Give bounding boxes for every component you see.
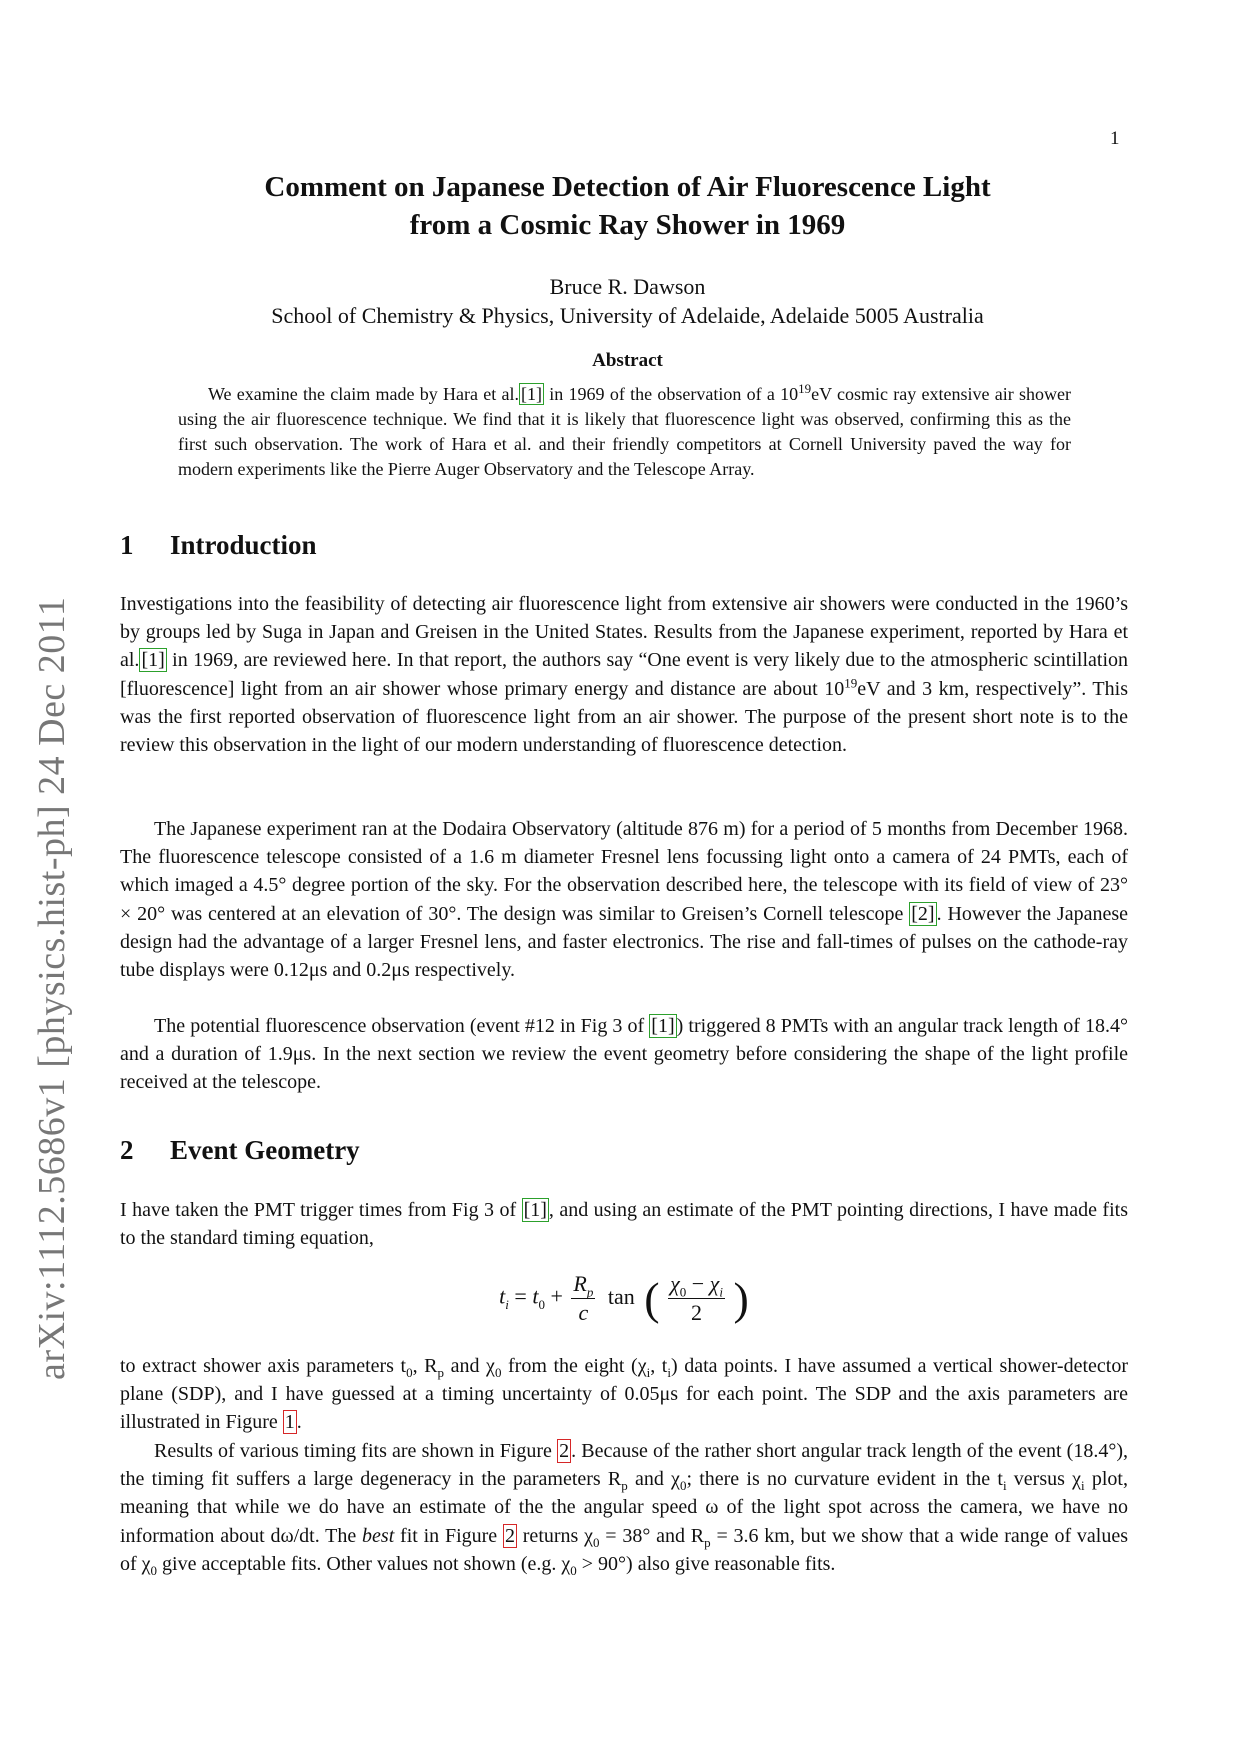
- section-number: 1: [120, 530, 134, 560]
- text-run: and χ: [444, 1355, 495, 1377]
- author-affiliation: School of Chemistry & Physics, University of Adelaide, Adelaide 5005 Australia: [271, 303, 984, 328]
- abstract-heading: Abstract: [592, 350, 663, 371]
- text-run: I have taken the PMT trigger times from Fig 3 of: [120, 1199, 522, 1221]
- page-number: 1: [1110, 128, 1120, 149]
- text-run: We examine the claim made by Hara et al.: [208, 384, 520, 404]
- paragraph-intro-3: [120, 1012, 1128, 1097]
- paragraph-intro-1: [120, 590, 1128, 759]
- text-run: .: [296, 1411, 302, 1434]
- section-title: Event Geometry: [170, 1135, 360, 1165]
- text-run: and χ: [627, 1468, 680, 1491]
- text-run: plot, meaning that while we do have an estimate of the the angular speed ω of the light spot across the camera, we have no information about dω/dt. The: [120, 1468, 1128, 1547]
- text-run: ) data points. I have assumed a vertical shower-detector plane (SDP), and I have guessed at a timing uncertainty of 0.05μs for each point. The SDP and the axis parameters are illustrated in Figure: [120, 1355, 1128, 1434]
- subscript: 0: [679, 1478, 687, 1494]
- text-run: returns χ: [516, 1524, 593, 1547]
- title-line-1: Comment on Japanese Detection of Air Fluorescence Light: [264, 171, 991, 203]
- text-run: ) triggered 8 PMTs with an angular track length of 18.4° and a duration of 1.9μs. In the next section we review the event geometry before considering the shape of the light profile received at the telescope.: [120, 1015, 1128, 1094]
- citation-link[interactable]: [1]: [523, 1199, 547, 1221]
- author-block: [120, 272, 1135, 330]
- paragraph-geometry-1: [120, 1196, 1128, 1252]
- eq-operator: −: [686, 1271, 710, 1296]
- subscript: p: [704, 1534, 711, 1550]
- figure-link[interactable]: 2: [559, 1440, 570, 1462]
- eq-subscript: i: [719, 1284, 723, 1300]
- text-run: in 1969 of the observation of a 10: [544, 384, 799, 404]
- superscript: 19: [798, 381, 812, 396]
- paragraph-geometry-2: [120, 1352, 1128, 1437]
- citation-link[interactable]: [1]: [651, 1015, 675, 1037]
- text-run: = 38° and R: [599, 1524, 705, 1547]
- text-run: > 90°) also give reasonable fits.: [576, 1552, 836, 1575]
- subscript: 0: [570, 1562, 577, 1578]
- paragraph-intro-2: [120, 815, 1128, 984]
- subscript: i: [1002, 1478, 1007, 1494]
- text-run: . Because of the rather short angular track length of the event (18.4°), the timing fit suffers a large degeneracy in the parameters R: [120, 1440, 1128, 1491]
- emphasis: best: [362, 1524, 395, 1547]
- eq-subscript: i: [505, 1296, 509, 1312]
- eq-symbol: χ: [709, 1271, 720, 1296]
- text-run: The potential fluorescence observation (event #12 in Fig 3 of: [154, 1015, 650, 1037]
- eq-subscript: p: [586, 1284, 594, 1300]
- eq-denominator: c: [578, 1300, 589, 1325]
- eq-operator: +: [544, 1283, 569, 1309]
- section-title: Introduction: [170, 530, 317, 560]
- subscript: 0: [494, 1365, 502, 1380]
- figure-link[interactable]: 2: [504, 1524, 515, 1547]
- text-run: fit in Figure: [394, 1524, 503, 1547]
- eq-right-paren: ): [733, 1273, 749, 1324]
- text-run: Results of various timing fits are shown in Figure: [154, 1440, 558, 1462]
- text-run: . However the Japanese design had the advantage of a larger Fresnel lens, and faster electronics. The rise and fall-times of pulses on the cathode-ray tube displays were 0.12μs and 0.2μs respectively.: [120, 902, 1128, 982]
- eq-fraction: [571, 1270, 595, 1327]
- eq-left-paren: (: [644, 1273, 660, 1324]
- text-run: eV and 3 km, respectively”. This was the first reported observation of fluorescence light from an air shower. The purpose of the present short note is to the review this observation in the light of our modern understanding of fluorescence detection.: [120, 677, 1128, 757]
- eq-subscript: 0: [538, 1296, 545, 1312]
- text-run: , t: [650, 1355, 668, 1377]
- subscript: p: [621, 1478, 628, 1494]
- text-run: eV cosmic ray extensive air shower using the air fluorescence technique. We find that it is likely that fluorescence light was observed, confirming this as the first such observation. The work of Hara et al. and their friendly competitors at Cornell University paved the way for modern experiments like the Pierre Auger Observatory and the Telescope Array.: [178, 384, 1071, 479]
- title-line-2: from a Cosmic Ray Shower in 1969: [409, 209, 846, 241]
- subscript: i: [646, 1365, 651, 1380]
- section-heading-introduction: [120, 530, 317, 561]
- abstract-text: [178, 382, 1071, 482]
- text-run: versus χ: [1006, 1468, 1082, 1491]
- figure-link[interactable]: 1: [284, 1411, 295, 1434]
- eq-operator: =: [508, 1283, 533, 1309]
- citation-link[interactable]: [2]: [911, 902, 935, 925]
- eq-numerator: [571, 1270, 595, 1299]
- eq-denominator: 2: [691, 1300, 703, 1325]
- text-run: ; there is no curvature evident in the t: [686, 1468, 1003, 1491]
- text-run: in 1969, are reviewed here. In that report, the authors say “One event is very likely due to the atmospheric scintillation [fluorescence] light from an air shower whose primary energy and distance are about 10: [120, 649, 1128, 700]
- subscript: i: [1081, 1478, 1085, 1494]
- subscript: i: [667, 1365, 671, 1380]
- citation-link[interactable]: [1]: [521, 384, 543, 404]
- paper-title: [120, 168, 1135, 244]
- section-heading-event-geometry: [120, 1135, 360, 1166]
- text-run: , and using an estimate of the PMT pointing directions, I have made fits to the standard timing equation,: [120, 1199, 1128, 1250]
- paragraph-geometry-3: [120, 1437, 1128, 1578]
- section-number: 2: [120, 1135, 134, 1165]
- text-run: The Japanese experiment ran at the Dodaira Observatory (altitude 876 m) for a period of 5 months from December 1968. The fluorescence telescope consisted of a 1.6 m diameter Fresnel lens focussing light onto a camera of 24 PMTs, each of which imaged a 4.5° degree portion of the sky. For the observation described here, the telescope with its field of view of 23° × 20° was centered at an elevation of 30°. The design was similar to Greisen’s Cornell telescope: [120, 818, 1128, 925]
- eq-symbol: χ: [670, 1271, 680, 1296]
- arxiv-identifier: arXiv:1112.5686v1 [physics.hist-ph] 24 Dec 2011: [31, 596, 73, 1380]
- eq-fraction: [668, 1270, 725, 1327]
- text-run: = 3.6 km, but we show that a wide range of values of χ: [120, 1524, 1129, 1575]
- subscript: 0: [592, 1534, 600, 1550]
- timing-equation: [120, 1270, 1128, 1327]
- text-run: from the eight (χ: [501, 1355, 647, 1377]
- eq-function: tan: [607, 1283, 635, 1309]
- subscript: 0: [406, 1365, 413, 1380]
- eq-subscript: 0: [679, 1284, 687, 1300]
- author-name: Bruce R. Dawson: [549, 274, 706, 299]
- eq-symbol: R: [573, 1271, 587, 1296]
- eq-symbol: t: [499, 1283, 506, 1309]
- text-run: , R: [412, 1355, 438, 1377]
- eq-numerator: [668, 1270, 725, 1299]
- text-run: to extract shower axis parameters t: [120, 1355, 407, 1377]
- citation-link[interactable]: [1]: [141, 649, 165, 672]
- text-run: give acceptable fits. Other values not shown (e.g. χ: [157, 1552, 571, 1575]
- text-run: Investigations into the feasibility of detecting air fluorescence light from extensive air showers were conducted in the 1960’s by groups led by Suga in Japan and Greisen in the United States. Results from the Japanese experiment, reported by Hara et al.: [120, 593, 1128, 672]
- superscript: 19: [844, 674, 858, 690]
- eq-symbol: t: [532, 1283, 539, 1309]
- subscript: 0: [150, 1562, 158, 1578]
- subscript: p: [437, 1365, 445, 1380]
